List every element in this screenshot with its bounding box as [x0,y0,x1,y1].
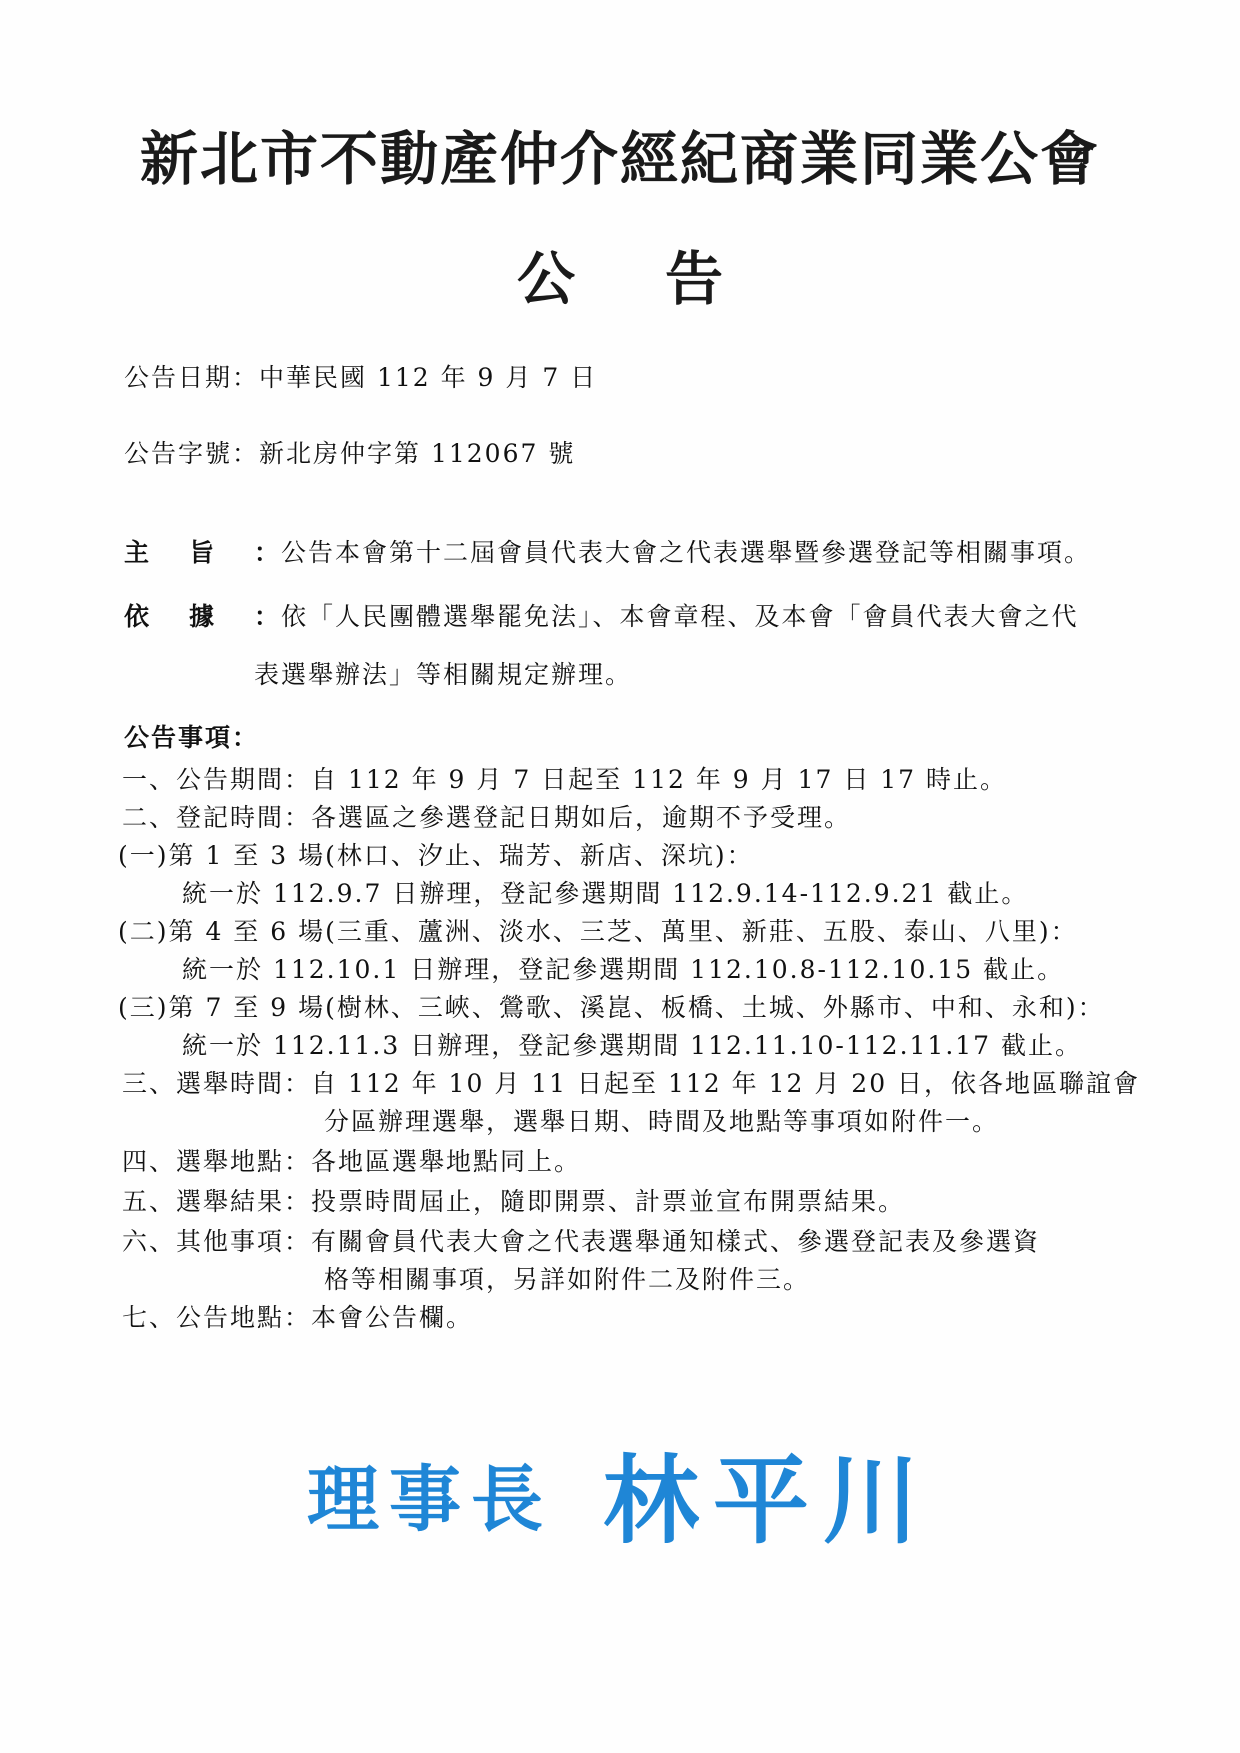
subject-row [124,533,1091,569]
announcement-date: 公告日期：中華民國 112 年 9 月 7 日 [124,363,598,392]
subject-text: 公告本會第十二屆會員代表大會之代表選舉暨參選登記等相關事項。 [281,538,1092,567]
basis-text-line1: 依「人民團體選舉罷免法」、本會章程、及本會「會員代表大會之代 [281,602,1079,631]
announcement-items-heading: 公告事項： [124,723,260,752]
chairman-signature [0,1425,1240,1562]
item-line: 分區辦理選舉，選舉日期、時間及地點等事項如附件一。 [324,1107,1000,1136]
basis-label: 依據 [124,602,255,631]
basis-colon: ： [254,602,282,631]
announcement-number: 公告字號：新北房仲字第 112067 號 [124,439,576,468]
item-line: 三、選舉時間：自 112 年 10 月 11 日起至 112 年 12 月 20 日，依各地區聯誼會 [122,1069,1141,1098]
item-line: (三)第 7 至 9 場(樹林、三峽、鶯歌、溪崑、板橋、土城、外縣市、中和、永和)： [118,993,1105,1022]
basis-row [124,597,1079,633]
item-line: (二)第 4 至 6 場(三重、蘆洲、淡水、三芝、萬里、新莊、五股、泰山、八里)： [118,917,1078,946]
item-line: (一)第 1 至 3 場(林口、汐止、瑞芳、新店、深坑)： [118,841,754,870]
item-line: 一、公告期間：自 112 年 9 月 7 日起至 112 年 9 月 17 日 17 時止。 [122,765,1008,794]
subject-colon: ： [254,538,282,567]
item-line: 五、選舉結果：投票時間屆止，隨即開票、計票並宣布開票結果。 [122,1187,906,1216]
item-line: 六、其他事項：有關會員代表大會之代表選舉通知樣式、參選登記表及參選資 [122,1227,1041,1256]
item-line: 統一於 112.9.7 日辦理，登記參選期間 112.9.14-112.9.21 截止。 [182,879,1029,908]
signature-name: 林平川 [603,1445,933,1557]
item-line: 統一於 112.11.3 日辦理，登記參選期間 112.11.10-112.11.17 截止。 [182,1031,1083,1060]
subject-label: 主旨 [124,538,255,567]
item-line: 四、選舉地點：各地區選舉地點同上。 [122,1147,582,1176]
organization-title: 新北市不動產仲介經紀商業同業公會 [139,125,1100,193]
item-line: 統一於 112.10.1 日辦理，登記參選期間 112.10.8-112.10.15 截止。 [182,955,1065,984]
item-line: 格等相關事項，另詳如附件二及附件三。 [324,1265,811,1294]
document-title: 公告 [516,245,813,313]
signature-title: 理事長 [306,1457,553,1542]
item-line: 七、公告地點：本會公告欄。 [122,1303,474,1332]
basis-text-line2: 表選舉辦法」等相關規定辦理。 [254,660,633,689]
item-line: 二、登記時間：各選區之參選登記日期如后，逾期不予受理。 [122,803,852,832]
